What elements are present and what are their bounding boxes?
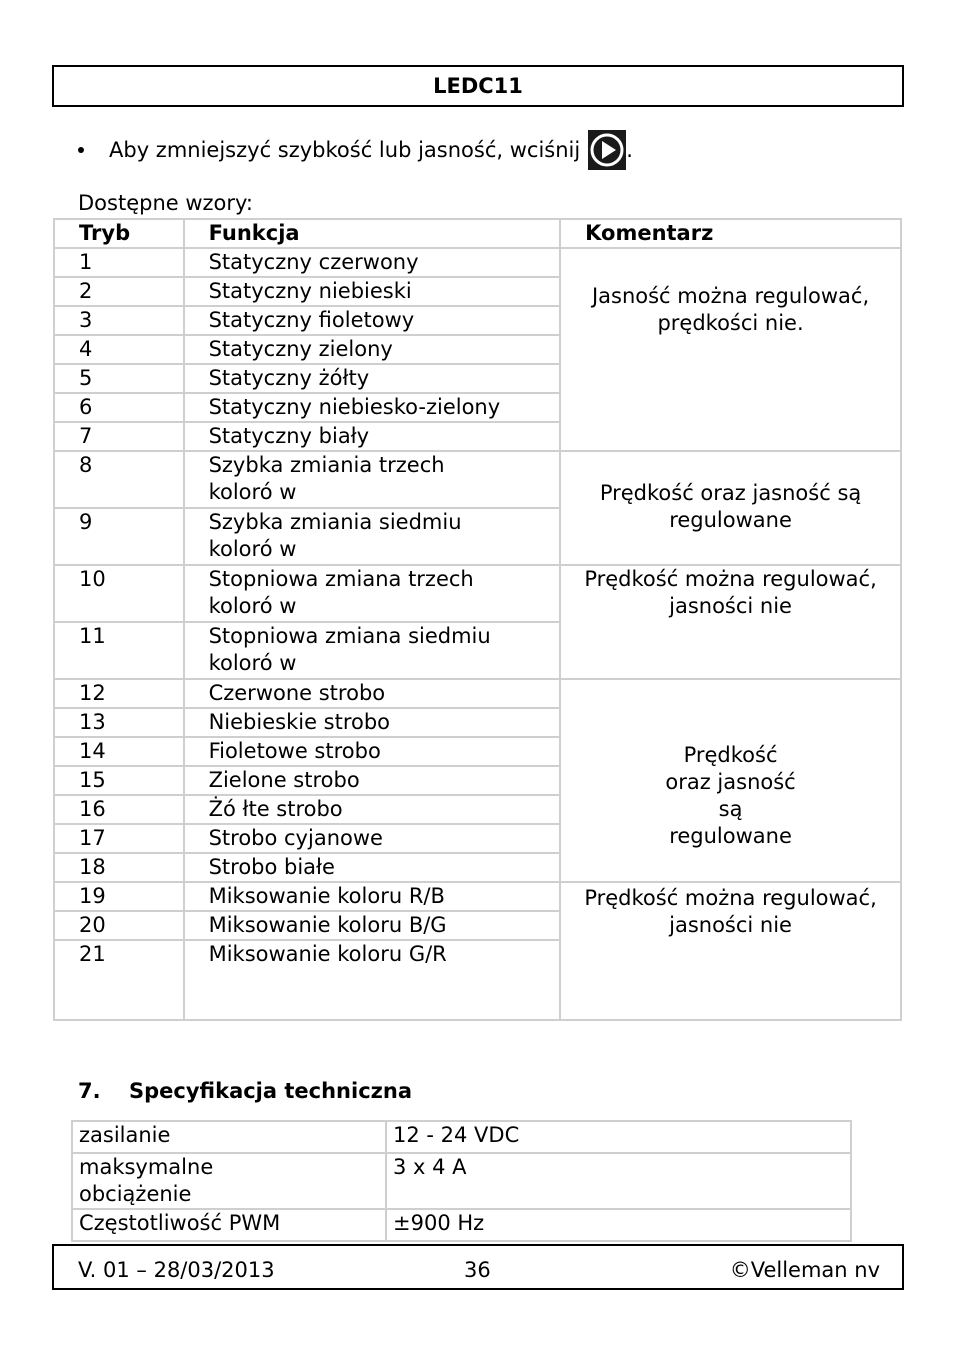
- comment-cell: Prędkość można regulować, jasności nie: [560, 565, 901, 679]
- table-row: [54, 248, 901, 277]
- table-row: [54, 882, 901, 911]
- play-button-icon: [588, 130, 626, 170]
- table-row: [72, 1209, 851, 1241]
- comment-cell: Jasność można regulować, prędkości nie.: [560, 248, 901, 451]
- mode-cell: 4: [54, 335, 184, 364]
- function-cell: Fioletowe strobo: [184, 737, 561, 766]
- patterns-label: Dostępne wzory:: [78, 191, 254, 215]
- spec-key: Częstotliwość PWM: [72, 1209, 386, 1241]
- comment-cell: Prędkość można regulować, jasności nie: [560, 882, 901, 1020]
- mode-cell: 13: [54, 708, 184, 737]
- spec-key: maksymalne obciążenie: [72, 1153, 386, 1209]
- table-row: [54, 679, 901, 708]
- mode-cell: 6: [54, 393, 184, 422]
- function-cell: Szybka zmiania trzech koloró w: [184, 451, 561, 508]
- page-footer: [52, 1244, 904, 1290]
- mode-cell: 7: [54, 422, 184, 451]
- document-header: [52, 65, 904, 107]
- mode-cell: 14: [54, 737, 184, 766]
- mode-cell: 9: [54, 508, 184, 565]
- spec-value: 12 - 24 VDC: [386, 1121, 851, 1153]
- table-row: [72, 1121, 851, 1153]
- mode-cell: 17: [54, 824, 184, 853]
- mode-cell: 10: [54, 565, 184, 622]
- function-cell: Stopniowa zmiana trzech koloró w: [184, 565, 561, 622]
- instruction-line: [78, 134, 633, 166]
- table-row: [54, 565, 901, 622]
- mode-cell: 12: [54, 679, 184, 708]
- table-header-row: [54, 219, 901, 248]
- mode-cell: 21: [54, 940, 184, 1020]
- spec-value: 3 x 4 A: [386, 1153, 851, 1209]
- header-title: LEDC11: [433, 74, 523, 98]
- function-cell: Szybka zmiania siedmiu koloró w: [184, 508, 561, 565]
- function-cell: Strobo białe: [184, 853, 561, 882]
- mode-cell: 15: [54, 766, 184, 795]
- mode-cell: 2: [54, 277, 184, 306]
- instruction-text: Aby zmniejszyć szybkość lub jasność, wciśnij: [109, 137, 581, 162]
- function-cell: Strobo cyjanowe: [184, 824, 561, 853]
- specs-table: [71, 1120, 852, 1242]
- bullet-icon: [78, 147, 84, 153]
- function-cell: Statyczny biały: [184, 422, 561, 451]
- mode-cell: 8: [54, 451, 184, 508]
- mode-cell: 11: [54, 622, 184, 679]
- section-heading: [78, 1078, 412, 1105]
- table-row: [54, 451, 901, 508]
- function-cell: Statyczny żółty: [184, 364, 561, 393]
- function-cell: Stopniowa zmiana siedmiu koloró w: [184, 622, 561, 679]
- mode-cell: 20: [54, 911, 184, 940]
- function-cell: Statyczny fioletowy: [184, 306, 561, 335]
- comment-cell: Prędkość oraz jasność są regulowane: [560, 451, 901, 565]
- mode-cell: 19: [54, 882, 184, 911]
- patterns-table: [53, 218, 902, 1021]
- mode-cell: 18: [54, 853, 184, 882]
- instruction-suffix: .: [626, 137, 633, 162]
- function-cell: Statyczny niebiesko-zielony: [184, 393, 561, 422]
- spec-key: zasilanie: [72, 1121, 386, 1153]
- mode-cell: 1: [54, 248, 184, 277]
- mode-cell: 16: [54, 795, 184, 824]
- function-cell: Zielone strobo: [184, 766, 561, 795]
- function-cell: Statyczny zielony: [184, 335, 561, 364]
- section-number: 7.: [78, 1079, 101, 1103]
- function-cell: Miksowanie koloru R/B: [184, 882, 561, 911]
- table-row: [72, 1153, 851, 1209]
- function-cell: Żó łte strobo: [184, 795, 561, 824]
- function-cell: Niebieskie strobo: [184, 708, 561, 737]
- function-cell: Czerwone strobo: [184, 679, 561, 708]
- function-cell: Statyczny czerwony: [184, 248, 561, 277]
- mode-cell: 3: [54, 306, 184, 335]
- column-header-comment: Komentarz: [560, 219, 901, 248]
- function-cell: Miksowanie koloru G/R: [184, 940, 561, 1020]
- function-cell: Statyczny niebieski: [184, 277, 561, 306]
- spec-value: ±900 Hz: [386, 1209, 851, 1241]
- function-cell: Miksowanie koloru B/G: [184, 911, 561, 940]
- footer-page-number: 36: [464, 1258, 491, 1282]
- comment-cell: Prędkość oraz jasność są regulowane: [560, 679, 901, 882]
- footer-copyright: ©Velleman nv: [729, 1258, 880, 1282]
- column-header-function: Funkcja: [184, 219, 561, 248]
- section-title: Specyfikacja techniczna: [129, 1079, 412, 1103]
- footer-version: V. 01 – 28/03/2013: [78, 1258, 275, 1282]
- column-header-mode: Tryb: [54, 219, 184, 248]
- mode-cell: 5: [54, 364, 184, 393]
